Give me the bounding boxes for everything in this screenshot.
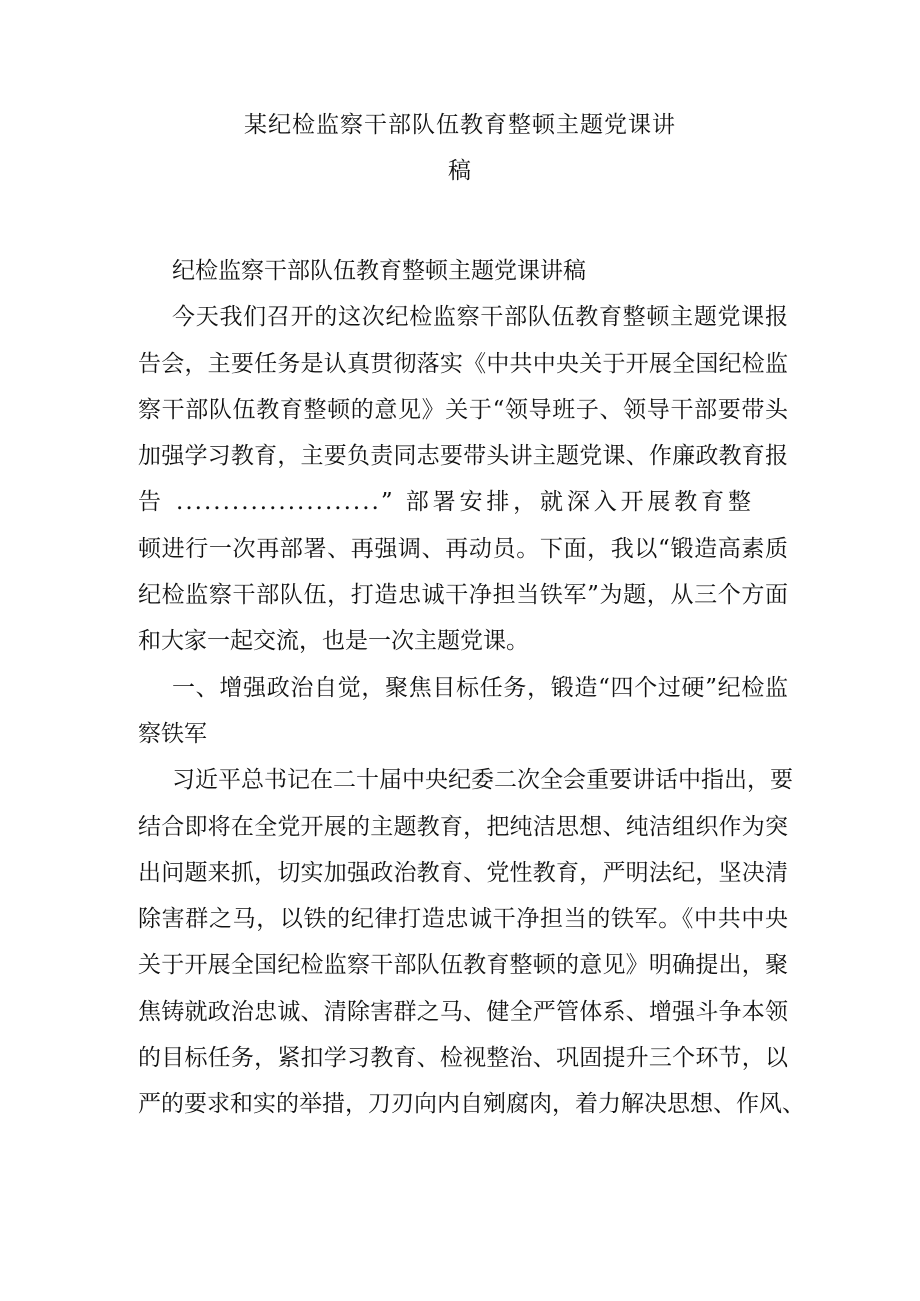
paragraph-line: 习近平总书记在二十届中央纪委二次全会重要讲话中指出，要 xyxy=(172,767,793,794)
paragraph-line: 告会，主要任务是认真贯彻落实《中共中央关于开展全国纪检监 xyxy=(138,350,788,377)
title-line-2: 稿 xyxy=(448,158,472,185)
paragraph-line: 结合即将在全党开展的主题教育，把纯洁思想、纯洁组织作为突 xyxy=(138,813,788,840)
paragraph-line: 出问题来抓，切实加强政治教育、党性教育，严明法纪，坚决清 xyxy=(138,859,788,886)
paragraph-line: 关于开展全国纪检监察干部队伍教育整顿的意见》明确提出，聚 xyxy=(138,952,788,979)
document-body xyxy=(138,248,805,1128)
paragraph-line: 今天我们召开的这次纪检监察干部队伍教育整顿主题党课报 xyxy=(172,304,788,331)
paragraph-line: 顿进行一次再部署、再强调、再动员。下面，我以“锻造高素质 xyxy=(138,535,788,562)
section-heading-line: 察铁军 xyxy=(138,720,207,747)
paragraph-line: 纪检监察干部队伍，打造忠诚干净担当铁军”为题，从三个方面 xyxy=(138,582,788,609)
paragraph-line: 严的要求和实的举措，刀刃向内自剜腐肉，着力解决思想、作风、 xyxy=(138,1091,805,1118)
paragraph-line: 除害群之马，以铁的纪律打造忠诚干净担当的铁军。《中共中央 xyxy=(138,906,788,933)
title-line-1: 某纪检监察干部队伍教育整顿主题党课讲 xyxy=(244,112,676,138)
subtitle-line: 纪检监察干部队伍教育整顿主题党课讲稿 xyxy=(172,258,586,284)
paragraph-line: 的目标任务，紧扣学习教育、检视整治、巩固提升三个环节，以 xyxy=(138,1045,788,1072)
section-heading-line: 一、增强政治自觉，聚焦目标任务，锻造“四个过硬”纪检监 xyxy=(172,674,788,701)
paragraph-line: 告 ......................” 部署安排，就深入开展教育整 xyxy=(138,489,753,516)
paragraph-line: 加强学习教育，主要负责同志要带头讲主题党课、作廉政教育报 xyxy=(138,443,788,470)
paragraph-line: 察干部队伍教育整顿的意见》关于“领导班子、领导干部要带头 xyxy=(138,396,788,423)
paragraph-line: 和大家一起交流，也是一次主题党课。 xyxy=(138,628,529,655)
paragraph-line: 焦铸就政治忠诚、清除害群之马、健全严管体系、增强斗争本领 xyxy=(138,998,788,1025)
document-title xyxy=(140,102,780,195)
